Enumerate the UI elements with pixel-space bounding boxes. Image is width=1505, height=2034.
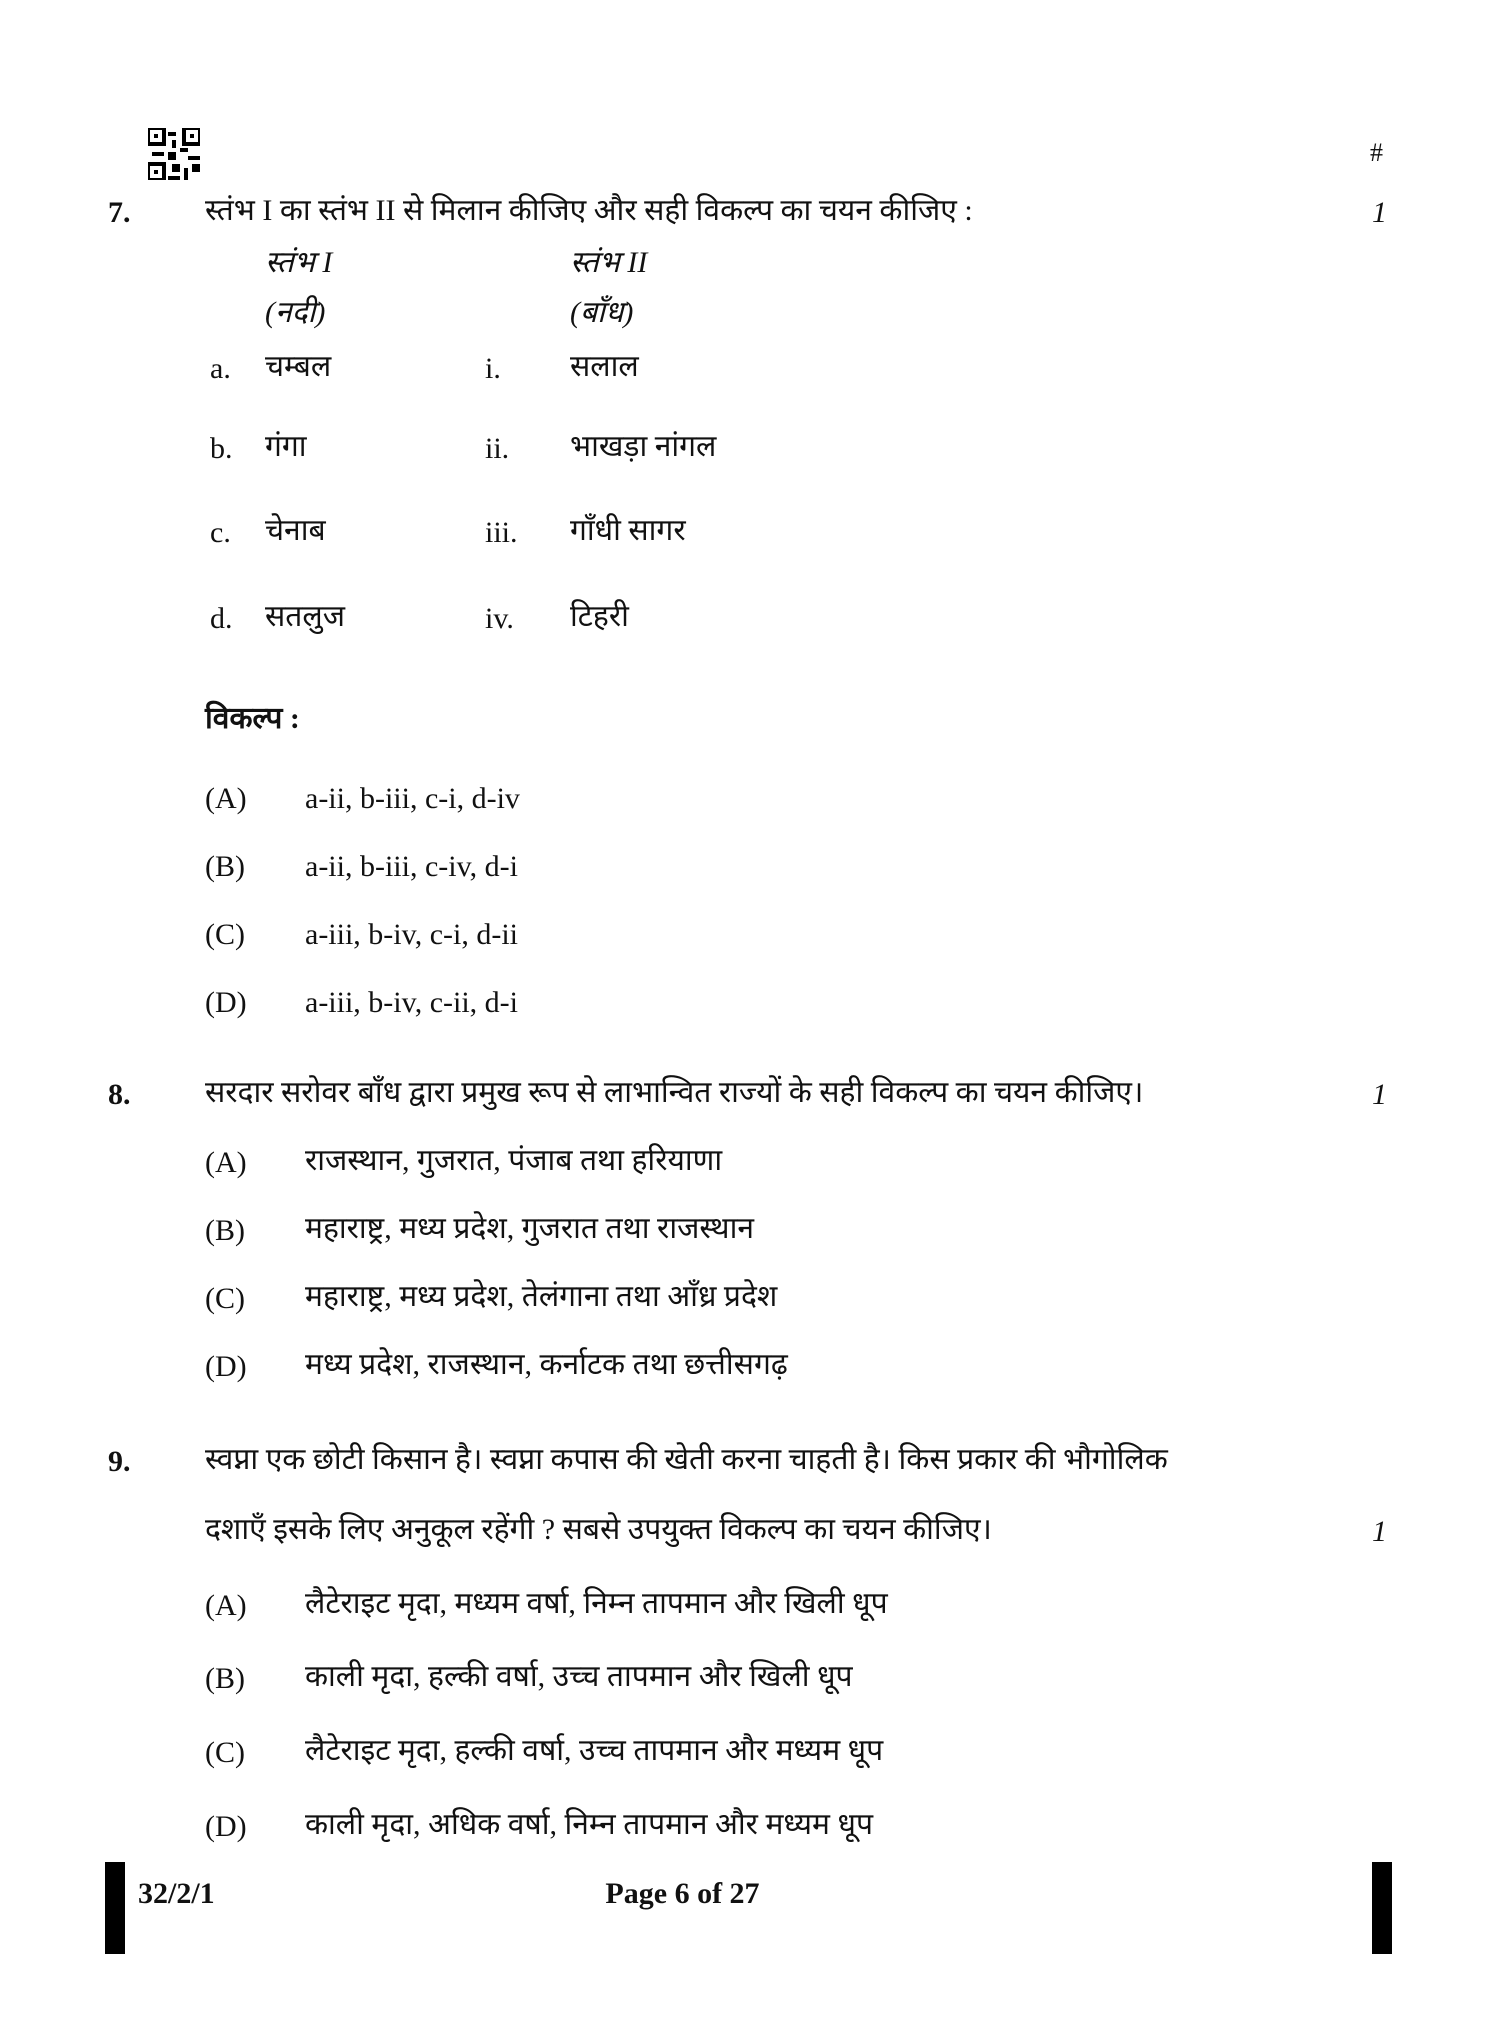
option-label: (D): [205, 1350, 247, 1383]
option-text: a-ii, b-iii, c-i, d-iv: [305, 782, 520, 815]
option-text: a-iii, b-iv, c-i, d-ii: [305, 918, 518, 951]
question-marks: 1: [1372, 1078, 1387, 1111]
question-text: सरदार सरोवर बाँध द्वारा प्रमुख रूप से लाभान्वित राज्यों के सही विकल्प का चयन कीजिए।: [205, 1076, 1144, 1109]
question-marks: 1: [1372, 196, 1387, 229]
option-text: मध्य प्रदेश, राजस्थान, कर्नाटक तथा छत्तीसगढ़: [305, 1348, 788, 1381]
pair-right: गाँधी सागर: [570, 514, 686, 547]
pair-left: चम्बल: [265, 350, 332, 383]
option-label: (B): [205, 1662, 245, 1695]
pair-label-right: ii.: [485, 432, 510, 465]
pair-right: भाखड़ा नांगल: [570, 430, 717, 463]
pair-left: चेनाब: [265, 514, 326, 547]
option-label: (A): [205, 1589, 247, 1622]
question-number: 9.: [108, 1445, 131, 1478]
option-label: (C): [205, 918, 245, 951]
option-label: (B): [205, 1214, 245, 1247]
option-label: (D): [205, 986, 247, 1019]
option-label: (A): [205, 1146, 247, 1179]
option-text: a-ii, b-iii, c-iv, d-i: [305, 850, 518, 883]
pair-label-right: iv.: [485, 602, 514, 635]
option-text: राजस्थान, गुजरात, पंजाब तथा हरियाणा: [305, 1144, 723, 1177]
hash-mark: #: [1370, 138, 1383, 167]
pair-label-right: i.: [485, 352, 501, 385]
option-label: (C): [205, 1282, 245, 1315]
pair-label-right: iii.: [485, 516, 518, 549]
option-text: लैटेराइट मृदा, मध्यम वर्षा, निम्न तापमान और खिली धूप: [305, 1587, 888, 1620]
option-text: महाराष्ट्र, मध्य प्रदेश, गुजरात तथा राजस्थान: [305, 1212, 755, 1245]
option-label: (C): [205, 1736, 245, 1769]
pair-label-left: a.: [210, 352, 231, 385]
question-number: 7.: [108, 196, 131, 229]
option-text: काली मृदा, हल्की वर्षा, उच्च तापमान और खिली धूप: [305, 1660, 853, 1693]
page-number: Page 6 of 27: [605, 1877, 760, 1910]
column1-subheading: (नदी): [265, 296, 326, 329]
question-marks: 1: [1372, 1515, 1387, 1548]
option-text: लैटेराइट मृदा, हल्की वर्षा, उच्च तापमान और मध्यम धूप: [305, 1734, 884, 1767]
option-label: (D): [205, 1810, 247, 1843]
pair-left: गंगा: [265, 430, 307, 463]
question-text-line2: दशाएँ इसके लिए अनुकूल रहेंगी ? सबसे उपयुक्त विकल्प का चयन कीजिए।: [205, 1513, 992, 1546]
pair-left: सतलुज: [265, 600, 345, 633]
column1-heading: स्तंभ I: [265, 246, 333, 279]
option-text: काली मृदा, अधिक वर्षा, निम्न तापमान और मध्यम धूप: [305, 1808, 873, 1841]
option-label: (B): [205, 850, 245, 883]
pair-label-left: d.: [210, 602, 233, 635]
option-text: a-iii, b-iv, c-ii, d-i: [305, 986, 518, 1019]
column2-subheading: (बाँध): [570, 296, 634, 329]
column2-heading: स्तंभ II: [570, 246, 648, 279]
qr-code-icon: [148, 128, 200, 180]
pair-right: टिहरी: [570, 600, 629, 633]
question-text: स्तंभ I का स्तंभ II से मिलान कीजिए और सही विकल्प का चयन कीजिए :: [205, 194, 973, 227]
footer-right-bar: [1372, 1862, 1392, 1954]
question-number: 8.: [108, 1078, 131, 1111]
paper-code: 32/2/1: [138, 1877, 215, 1910]
question-text-line1: स्वप्ना एक छोटी किसान है। स्वप्ना कपास की खेती करना चाहती है। किस प्रकार की भौगोलिक: [205, 1443, 1168, 1476]
options-heading: विकल्प :: [205, 702, 300, 735]
pair-label-left: b.: [210, 432, 233, 465]
pair-label-left: c.: [210, 516, 231, 549]
option-label: (A): [205, 782, 247, 815]
option-text: महाराष्ट्र, मध्य प्रदेश, तेलंगाना तथा आँध्र प्रदेश: [305, 1280, 778, 1313]
pair-right: सलाल: [570, 350, 639, 383]
